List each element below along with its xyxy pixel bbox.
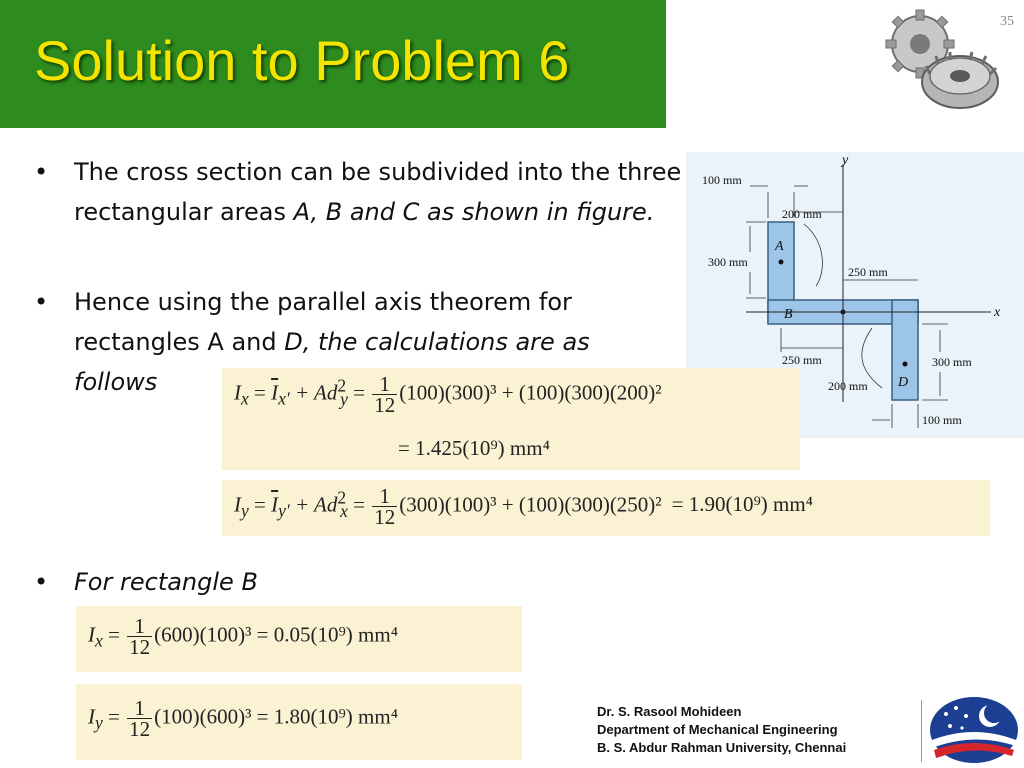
- bullet-text-plain: Hence using the parallel axis theorem for rectangles A and: [74, 288, 572, 356]
- eq-equals: =: [347, 492, 371, 517]
- eq-ix-sub: x: [241, 388, 249, 409]
- bullet-text-plain: The cross section can be subdivided into the three rectangular areas: [74, 158, 682, 226]
- equation-iy-ad-line: [234, 486, 813, 527]
- dim-300-right: 300 mm: [932, 355, 972, 369]
- bullet-dot: •: [34, 568, 49, 596]
- eq-equals: =: [347, 380, 371, 405]
- dim-100-top: 100 mm: [702, 173, 742, 187]
- eq-ix-symbol: I: [88, 622, 95, 647]
- gear-logo: [878, 4, 1004, 122]
- bullet-rectangle-b: [34, 562, 434, 602]
- eq-ix-b-terms: (600)(100)³ = 0.05(10⁹) mm⁴: [154, 622, 399, 647]
- fraction-numerator: 1: [372, 374, 397, 395]
- footer-university: B. S. Abdur Rahman University, Chennai: [597, 740, 847, 755]
- dim-200-top: 200 mm: [782, 207, 822, 221]
- fraction-denominator: 12: [129, 717, 151, 741]
- bullet-text: [74, 562, 258, 602]
- equation-iy-b: [76, 684, 522, 760]
- footer-author: Dr. S. Rasool Mohideen: [597, 704, 742, 719]
- eq-iy-b-terms: (100)(600)³ = 1.80(10⁹) mm⁴: [154, 704, 399, 729]
- fraction-1-12: [372, 486, 397, 527]
- fraction-denominator: 12: [374, 393, 396, 417]
- y-axis-label: y: [842, 153, 849, 168]
- eq-sq-sub: x: [340, 500, 348, 521]
- eq-ad-term: + Ad: [289, 380, 338, 405]
- eq-iy-sub: y: [95, 712, 103, 733]
- eq-equals: =: [248, 492, 272, 517]
- fraction-denominator: 12: [374, 505, 396, 529]
- eq-sq-sub: y: [340, 388, 348, 409]
- equation-ix-b: [76, 606, 522, 672]
- eq-iy-symbol: I: [88, 704, 95, 729]
- centroid-d: [903, 362, 908, 367]
- fraction-numerator: 1: [127, 616, 152, 637]
- dim-300-left: 300 mm: [708, 255, 748, 269]
- eq-sq-sup: 2: [337, 487, 347, 508]
- eq-ix-bar: $\overline{I}$: [271, 380, 279, 405]
- bullet-text-italic: A, B and C as shown in figure.: [293, 198, 655, 226]
- slide-number: 35: [1000, 14, 1014, 29]
- label-a: A: [775, 239, 784, 254]
- dim-250-right: 250 mm: [848, 265, 888, 279]
- eq-iy-symbol: I: [234, 492, 241, 517]
- dim-250-bottom: 250 mm: [782, 353, 822, 367]
- university-emblem-icon: [930, 697, 1018, 763]
- fraction-denominator: 12: [129, 635, 151, 659]
- fraction-numerator: 1: [127, 698, 152, 719]
- fraction-1-12: [127, 698, 152, 739]
- eq-iy-bar: $\overline{I}$: [271, 492, 279, 517]
- dim-100-bottom: 100 mm: [922, 413, 962, 427]
- x-axis-label: x: [994, 305, 1001, 320]
- fraction-1-12: [127, 616, 152, 657]
- eq-ad-term: + Ad: [289, 492, 338, 517]
- slide-title: Solution to Problem 6: [34, 29, 570, 92]
- eq-ix-sub: x: [95, 630, 103, 651]
- label-b: B: [784, 307, 793, 322]
- eq-equals: =: [102, 704, 126, 729]
- title-bar: [0, 0, 666, 128]
- label-d: D: [898, 375, 909, 390]
- equation-ix-ad-line1: [234, 374, 662, 415]
- footer-divider: [921, 700, 922, 762]
- eq-ix-symbol: I: [234, 380, 241, 405]
- bullet-dot: •: [34, 288, 49, 316]
- bullet-dot: •: [34, 158, 49, 186]
- eq-iy-result: = 1.90(10⁹) mm⁴: [671, 492, 814, 517]
- eq-equals: =: [102, 622, 126, 647]
- bullet-text: [74, 152, 694, 232]
- eq-iy-sub: y: [241, 500, 249, 521]
- equation-iy-ad: [222, 480, 990, 536]
- eq-sq-sup: 2: [337, 375, 347, 396]
- eq-iy-terms: (300)(100)³ + (100)(300)(250)²: [399, 492, 662, 517]
- bullet-text-italic: D, the calculations are as follows: [74, 328, 590, 396]
- bullet-text-italic: For rectangle B: [74, 568, 258, 596]
- fraction-numerator: 1: [372, 486, 397, 507]
- eq-equals: =: [248, 380, 272, 405]
- university-logo: [928, 694, 1020, 766]
- dim-200-bottom: 200 mm: [828, 379, 868, 393]
- equation-ix-ad-result: = 1.425(10⁹) mm⁴: [398, 436, 550, 460]
- fraction-1-12: [372, 374, 397, 415]
- eq-iy-bar-sub: y′: [278, 500, 290, 521]
- centroid-a: [779, 260, 784, 265]
- eq-ix-bar-sub: x′: [278, 388, 290, 409]
- equation-ix-b-line: [88, 616, 398, 657]
- equation-ix-ad: [222, 368, 800, 470]
- eq-ix-terms: (100)(300)³ + (100)(300)(200)²: [399, 380, 662, 405]
- equation-iy-b-line: [88, 698, 398, 739]
- footer-credits: [597, 703, 846, 757]
- footer-department: Department of Mechanical Engineering: [597, 722, 838, 737]
- bullet-subdivide: [34, 152, 694, 272]
